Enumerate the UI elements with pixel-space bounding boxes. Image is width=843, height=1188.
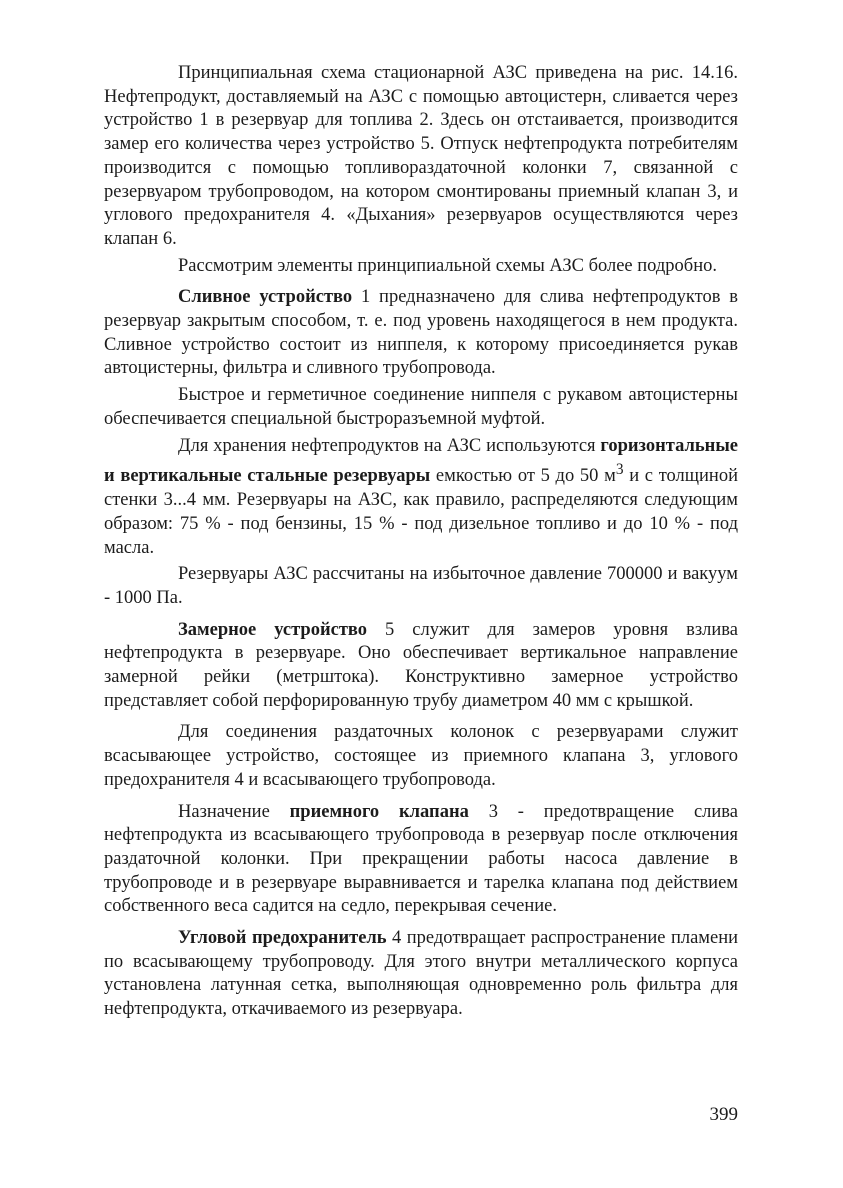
term-flame-arrester: Угловой предохранитель: [178, 928, 387, 949]
paragraph-text: Для соединения раздаточных колонок с резервуарами служит всасывающее устройство, состоящее из приемного клапана 3, углового предохранителя 4 и всасывающего трубопровода.: [104, 722, 738, 790]
paragraph-suction-device: [104, 721, 738, 792]
paragraph-text: 5 служит для замеров уровня взлива нефтепродукта в резервуаре. Оно обеспечивает вертикальное направление замерной рейки (метрштока). Конструктивно замерное устройство представляет собой перфорированную трубу диаметром 40 мм с крышкой.: [104, 619, 738, 711]
paragraph-pressure: [104, 563, 738, 610]
paragraph-text-after: емкостью от 5 до 50 м: [430, 466, 616, 487]
paragraph-flame-arrester: [104, 927, 738, 1022]
paragraph-intro-elements: [104, 255, 738, 279]
paragraph-intake-valve: [104, 801, 738, 920]
term-intake-valve: приемного клапана: [289, 801, 469, 822]
paragraph-text-before: Для хранения нефтепродуктов на АЗС используются: [178, 435, 601, 456]
page-body-text: [104, 62, 738, 1025]
term-steel-tanks: горизонтальные и вертикальные стальные резервуары: [104, 435, 738, 487]
paragraph-drain-device: [104, 286, 738, 381]
paragraph-coupling: [104, 384, 738, 431]
paragraph-measuring-device: [104, 619, 738, 714]
term-measuring-device: Замерное устройство: [178, 619, 368, 640]
paragraph-text: 4 предотвращает распространение пламени по всасывающему трубопроводу. Для этого внутри металлического корпуса установлена латунная сетка, выполняющая одновременно роль фильтра для нефтепродукта, откачиваемого из резервуара.: [104, 928, 739, 1020]
paragraph-text: Рассмотрим элементы принципиальной схемы АЗС более подробно.: [178, 255, 717, 276]
paragraph-tanks: [104, 435, 738, 561]
superscript-cubic: 3: [615, 461, 624, 479]
paragraph-text: Резервуары АЗС рассчитаны на избыточное давление 700000 и вакуум - 1000 Па.: [104, 564, 738, 608]
paragraph-text: 1 предназначено для слива нефтепродуктов в резервуар закрытым способом, т. е. под уровень находящегося в нем продукта. Сливное устройство состоит из ниппеля, к которому присоединяется рукав автоцистерны, фильтра и сливного трубопровода.: [104, 287, 738, 379]
paragraph-text: Принципиальная схема стационарной АЗС приведена на рис. 14.16. Нефтепродукт, доставляемый на АЗС с помощью автоцистерн, сливается через устройство 1 в резервуар для топлива 2. Здесь он отстаивается, производится замер его количества через устройство 5. Отпуск нефтепродукта потребителям производится с помощью топливораздаточной колонки 7, связанной с резервуаром трубопроводом, на котором смонтированы приемный клапан 3, и углового предохранителя 4. «Дыхания» резервуаров осуществляются через клапан 6.: [104, 63, 738, 249]
paragraph-text-before: Назначение: [178, 801, 290, 822]
paragraph-scheme-overview: [104, 62, 738, 252]
term-drain-device: Сливное устройство: [178, 287, 353, 308]
paragraph-text: 3 - предотвращение слива нефтепродукта из всасывающего трубопровода в резервуар после отключения раздаточной колонки. При прекращении работы насоса давление в трубопроводе и в резервуаре выравнивается и тарелка клапана под действием собственного веса садится на седло, перекрывая сечение.: [104, 801, 738, 917]
paragraph-text: Быстрое и герметичное соединение ниппеля с рукавом автоцистерны обеспечивается специальной быстроразъемной муфтой.: [104, 385, 738, 429]
paragraph-text-rest: и с толщиной стенки 3...4 мм. Резервуары на АЗС, как правило, распределяются следующим образом: 75 % - под бензины, 15 % - под дизельное топливо и до 10 % - под масла.: [104, 466, 738, 558]
page-number: 399: [709, 1104, 738, 1125]
